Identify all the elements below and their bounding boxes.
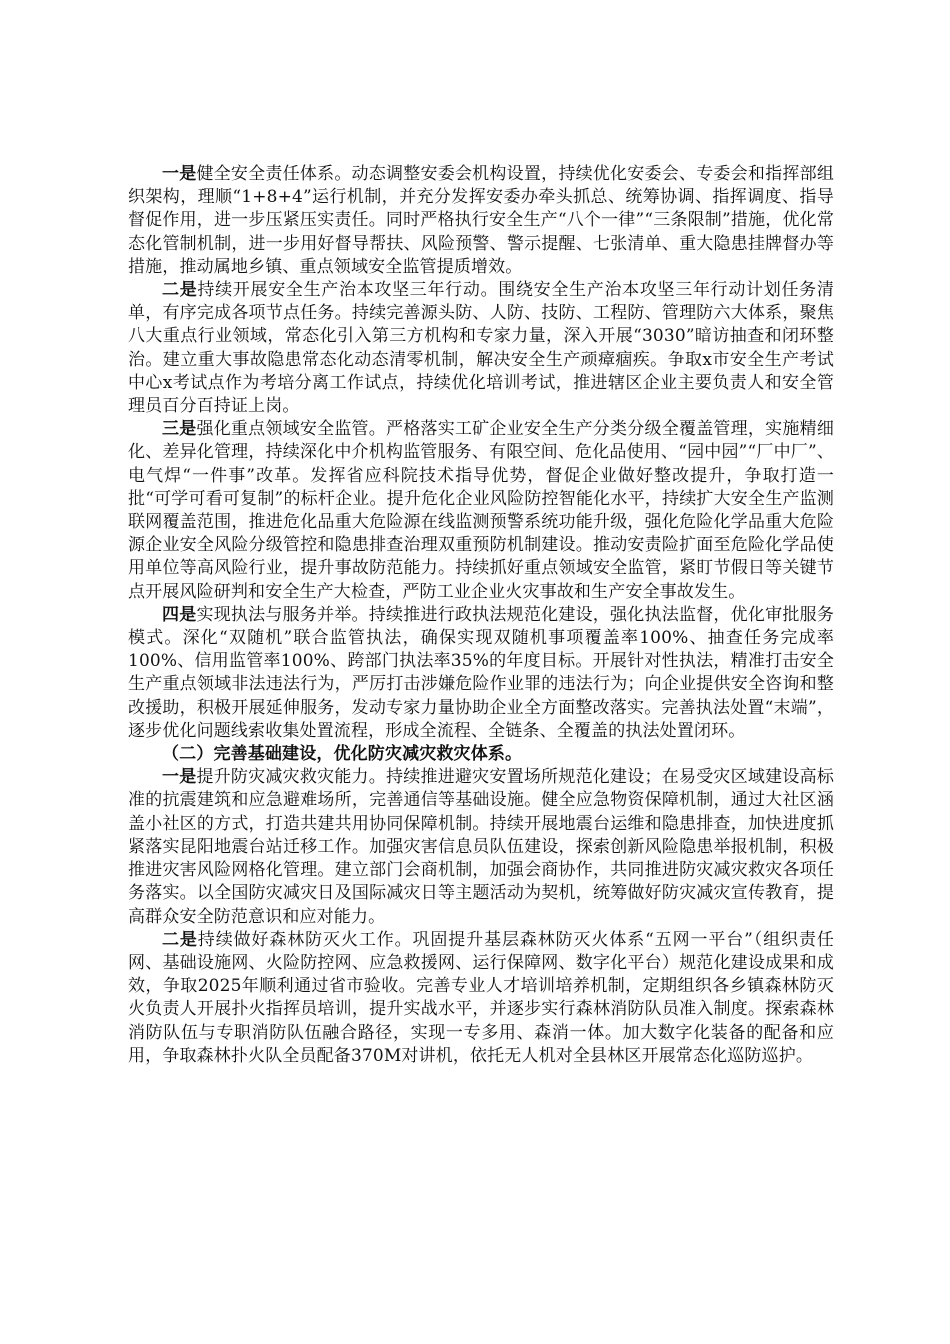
paragraph-lead: 一是: [162, 767, 197, 788]
paragraph-text: 健全安全责任体系。动态调整安委会机构设置，持续优化安委会、专委会和指挥部组织架构，理顺“1+8+4”运行机制，并充分发挥安委办牵头抓总、统筹协调、指挥调度、指导督促作用，进一步压紧压实责任。同时严格执行安全生产“八个一律”“三条限制”措施，优化常态化管制机制，进一步用好督导帮扶、风险预警、警示提醒、七张清单、重大隐患挂牌督办等措施，推动属地乡镇、重点领域安全监管提质增效。: [128, 164, 834, 277]
paragraph-5: [128, 766, 834, 928]
paragraph-2: [128, 279, 834, 418]
paragraph-text: 强化重点领域安全监管。严格落实工矿企业安全生产分类分级全覆盖管理，实施精细化、差异化管理，持续深化中介机构监管服务、有限空间、危化品使用、“园中园”“厂中厂”、电气焊“一件事”改革。发挥省应科院技术指导优势，督促企业做好整改提升，争取打造一批“可学可看可复制”的标杆企业。提升危化企业风险防控智能化水平，持续扩大安全生产监测联网覆盖范围，推进危化品重大危险源在线监测预警系统功能升级，强化危险化学品重大危险源企业安全风险分级管控和隐患排查治理双重预防机制建设。推动安责险扩面至危险化学品使用单位等高风险行业，提升事故防范能力。持续抓好重点领域安全监管，紧盯节假日等关键节点开展风险研判和安全生产大检查，严防工业企业火灾事故和生产安全事故发生。: [128, 419, 834, 602]
paragraph-text: 提升防灾减灾救灾能力。持续推进避灾安置场所规范化建设；在易受灾区域建设高标准的抗震建筑和应急避难场所，完善通信等基础设施。健全应急物资保障机制，通过大社区涵盖小社区的方式，打造共建共用协同保障机制。持续开展地震台运维和隐患排查，加快进度抓紧落实昆阳地震台站迁移工作。加强灾害信息员队伍建设，探索创新风险隐患举报机制，积极推进灾害风险网格化管理。建立部门会商机制，加强会商协作，共同推进防灾减灾救灾各项任务落实。以全国防灾减灾日及国际减灾日等主题活动为契机，统筹做好防灾减灾宣传教育，提高群众安全防范意识和应对能力。: [128, 767, 834, 927]
paragraph-lead: 一是: [162, 164, 197, 184]
paragraph-lead: 四是: [162, 604, 197, 625]
paragraph-1: [128, 163, 834, 279]
paragraph-3: [128, 418, 834, 604]
paragraph-6: [128, 929, 834, 1068]
section-heading: （二）完善基础建设，优化防灾减灾救灾体系。: [162, 744, 523, 765]
paragraph-lead: 三是: [162, 419, 197, 440]
paragraph-lead: 二是: [162, 280, 198, 301]
paragraph-text: 持续开展安全生产治本攻坚三年行动。围绕安全生产治本攻坚三年行动计划任务清单，有序完成各项节点任务。持续完善源头防、人防、技防、工程防、管理防六大体系，聚焦八大重点行业领域，常态化引入第三方机构和专家力量，深入开展“3030”暗访抽查和闭环整治。建立重大事故隐患常态化动态清零机制，解决安全生产顽瘴痼疾。争取x市安全生产考试中心x考试点作为考培分离工作试点，持续优化培训考试，推进辖区企业主要负责人和安全管理员百分百持证上岗。: [128, 280, 834, 417]
paragraph-4: [128, 604, 834, 743]
paragraph-text: 持续做好森林防灭火工作。巩固提升基层森林防灭火体系“五网一平台”（组织责任网、基础设施网、火险防控网、应急救援网、运行保障网、数字化平台）规范化建设成果和成效，争取2025年顺利通过省市验收。完善专业人才培训培养机制，定期组织各乡镇森林防灭火负责人开展扑火指挥员培训，提升实战水平，并逐步实行森林消防队员准入制度。探索森林消防队伍与专职消防队伍融合路径，实现一专多用、森消一体。加大数字化装备的配备和应用，争取森林扑火队全员配备370M对讲机，依托无人机对全县林区开展常态化巡防巡护。: [128, 929, 834, 1066]
document-page: [128, 163, 834, 1068]
paragraph-lead: 二是: [162, 929, 198, 950]
paragraph-text: 实现执法与服务并举。持续推进行政执法规范化建设，强化执法监督，优化审批服务模式。深化“双随机”联合监管执法，确保实现双随机事项覆盖率100%、抽查任务完成率100%、信用监管率100%、跨部门执法率35%的年度目标。开展针对性执法，精准打击安全生产重点领域非法违法行为，严厉打击涉嫌危险作业罪的违法行为；向企业提供安全咨询和整改援助，积极开展延伸服务，发动专家力量协助企业全方面整改落实。完善执法处置“末端”，逐步优化问题线索收集处置流程，形成全流程、全链条、全覆盖的执法处置闭环。: [128, 604, 834, 741]
